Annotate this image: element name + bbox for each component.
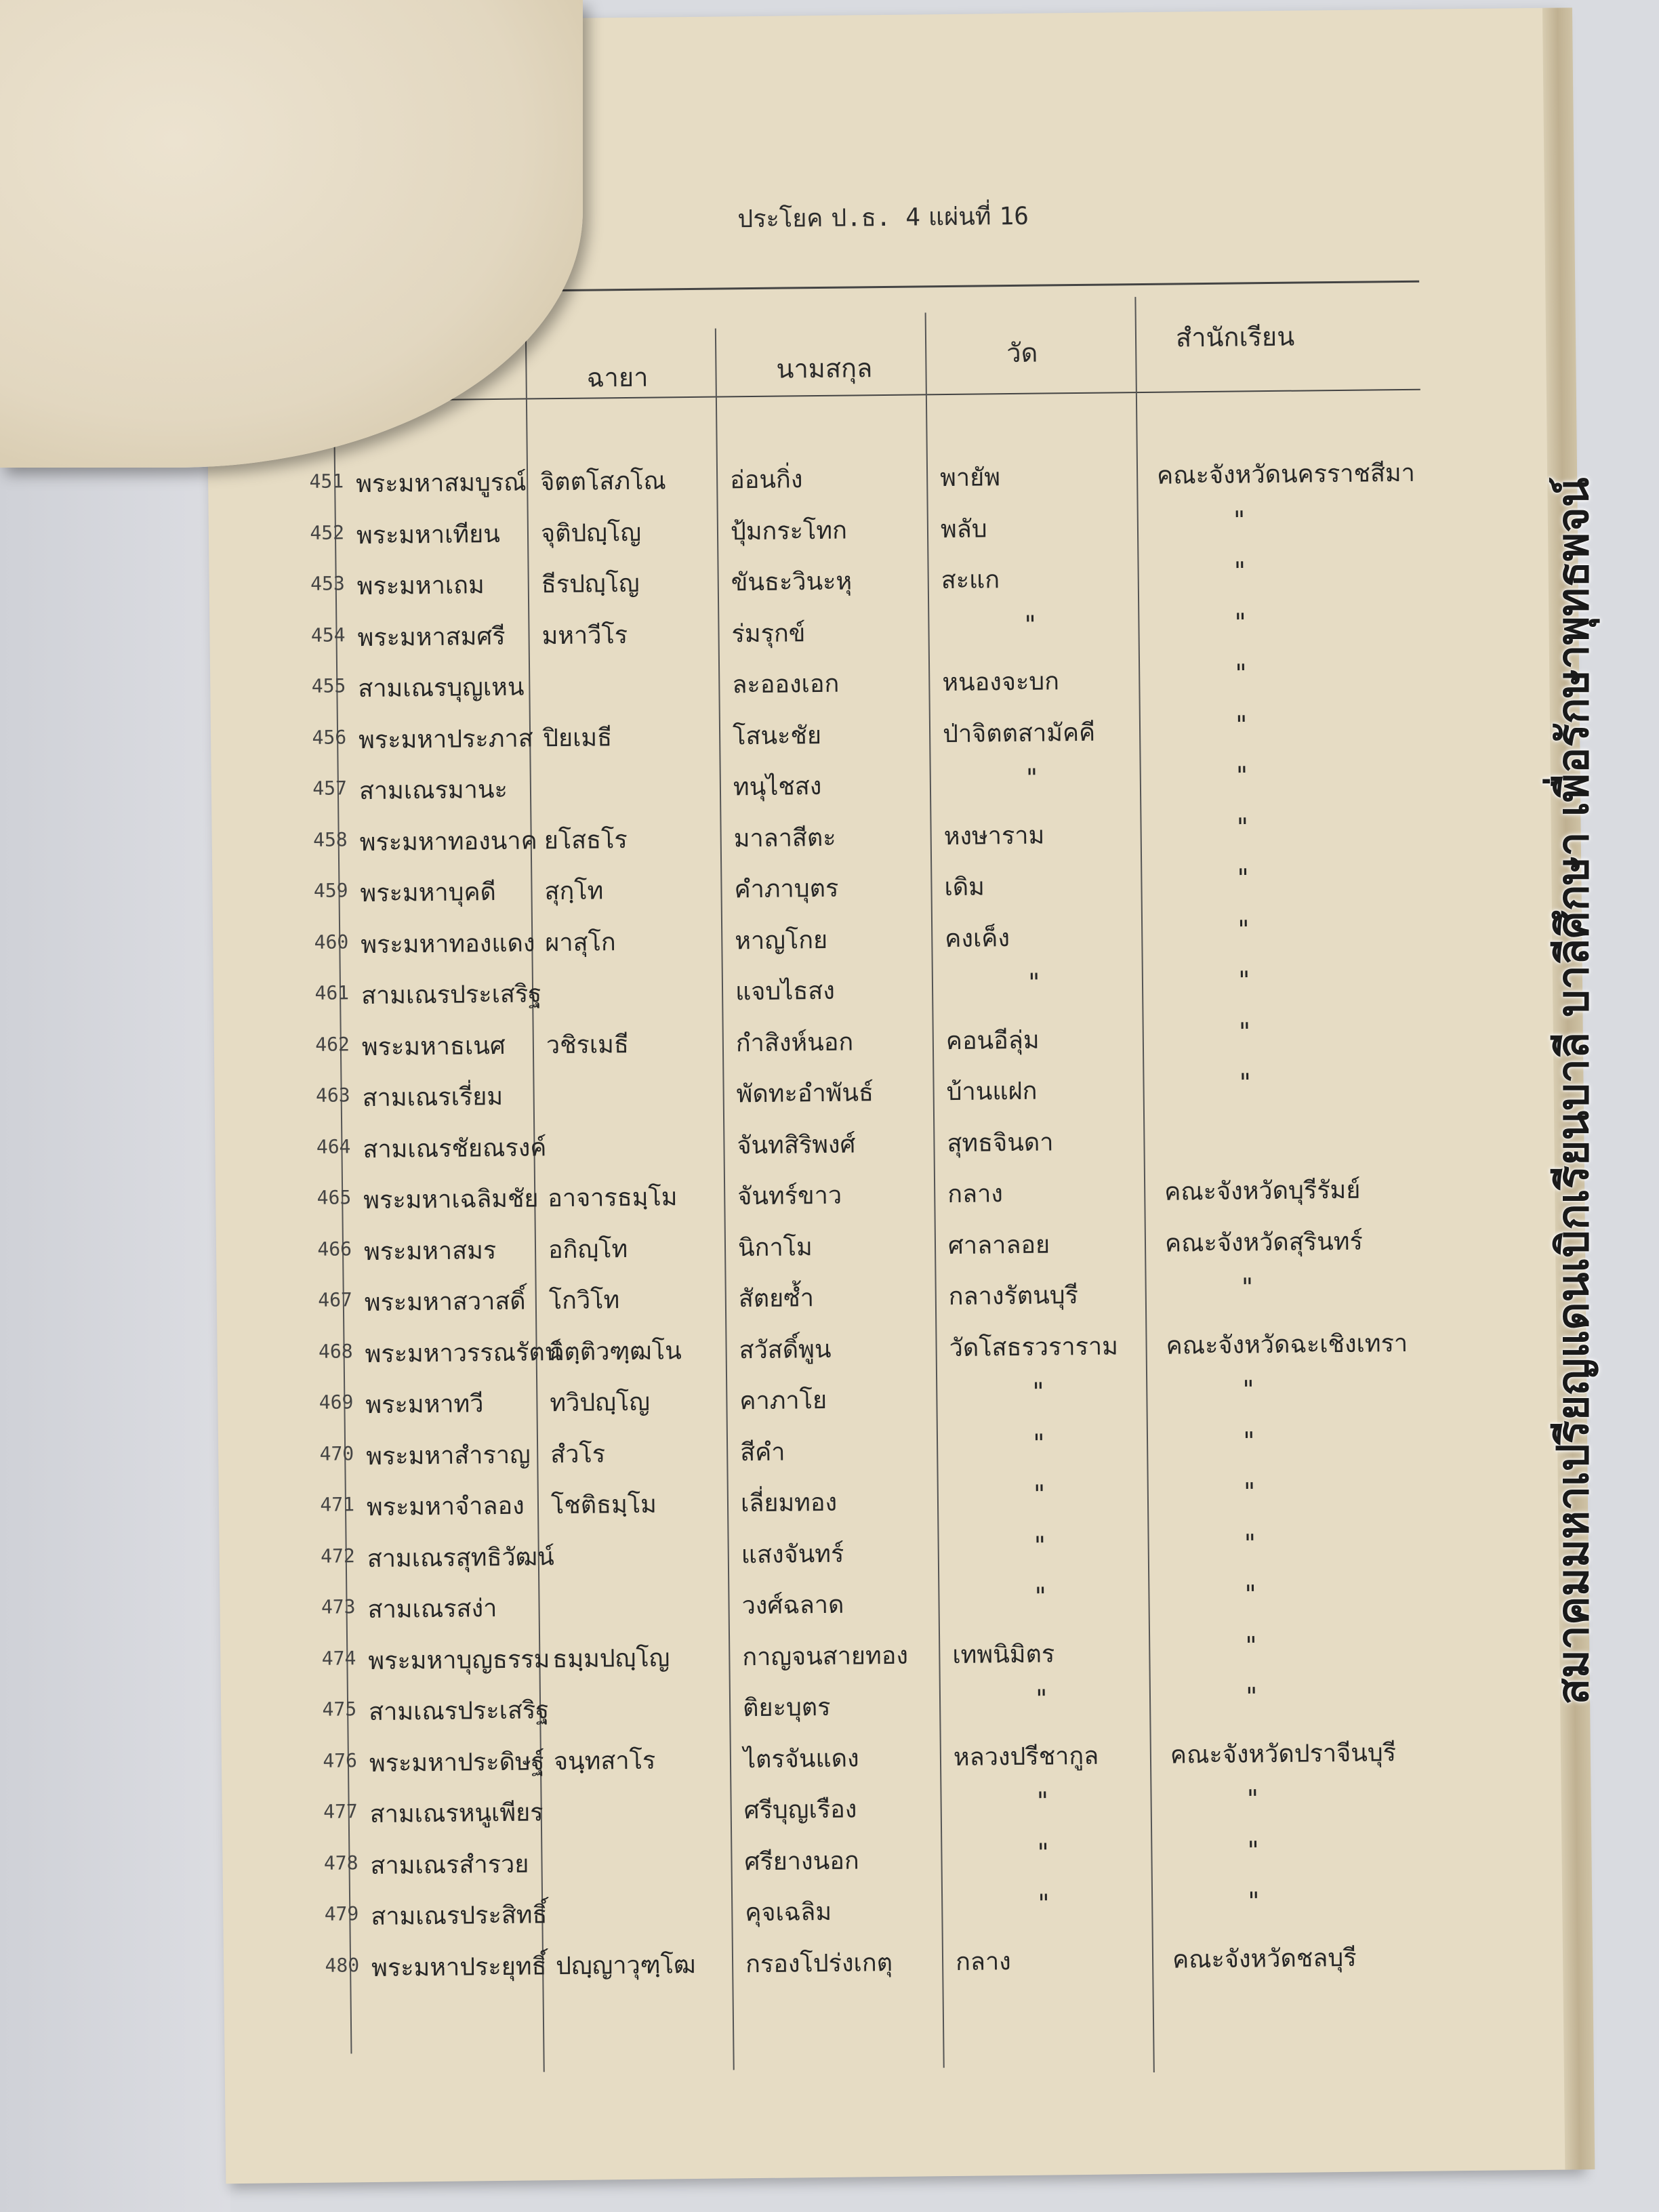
cell-chaya: ปญฺญาวุฑฺโฒ	[555, 1950, 696, 1980]
cell-no: 470	[319, 1441, 354, 1465]
cell-chaya: จนฺทสาโร	[553, 1746, 656, 1776]
cell-surname: ทนุไชสง	[733, 772, 822, 802]
cell-wat: สะแก	[941, 566, 1000, 595]
cell-wat: หงษาราม	[943, 821, 1045, 851]
cell-office: "	[1242, 1529, 1258, 1558]
cell-wat: ศาลาลอย	[947, 1230, 1050, 1260]
cell-wat: "	[1031, 1480, 1047, 1509]
cell-name: สามเณรหนูเพียร	[369, 1799, 544, 1829]
cell-name: พระมหาจำลอง	[366, 1492, 525, 1522]
cell-no: 460	[314, 930, 349, 954]
cell-wat: พายัพ	[939, 464, 1001, 493]
header-sheet-number: 16	[999, 202, 1029, 231]
cell-chaya: สุกฺโท	[544, 877, 604, 906]
cell-office: "	[1242, 1478, 1257, 1507]
cell-chaya: โกวิโท	[548, 1286, 620, 1315]
cell-chaya: ผาสุโก	[545, 928, 616, 957]
cell-chaya: โชติธมฺโม	[550, 1490, 657, 1520]
cell-name: พระมหาเทียน	[356, 520, 501, 550]
cell-office: "	[1234, 762, 1250, 790]
cell-no: 457	[312, 777, 348, 800]
cell-no: 454	[310, 623, 346, 647]
cell-no: 478	[323, 1851, 359, 1875]
cell-no: 479	[324, 1902, 359, 1925]
cell-chaya: จุติปญฺโญ	[540, 518, 642, 548]
cell-office: "	[1243, 1580, 1258, 1609]
cell-no: 461	[314, 981, 350, 1004]
cell-no: 464	[316, 1134, 351, 1158]
cell-name: พระมหาสมร	[363, 1236, 497, 1266]
cell-wat: พลับ	[940, 514, 987, 544]
cell-surname: อ่อนกิ่ง	[729, 466, 803, 495]
cell-surname: ร่มรุกข์	[731, 619, 806, 648]
header-level: ป.ธ. 4	[831, 203, 921, 232]
cell-chaya: ปิยเมธี	[542, 723, 613, 752]
cell-surname: ศรียางนอก	[744, 1846, 859, 1876]
cell-surname: โสนะชัย	[732, 721, 822, 750]
cell-surname: กรองโปร่งเกตุ	[745, 1948, 893, 1978]
cell-surname: คาภาโย	[739, 1386, 827, 1416]
cell-surname: ไตรจันแดง	[743, 1744, 859, 1774]
cell-office: คณะจังหวัดฉะเชิงเทรา	[1166, 1329, 1408, 1360]
cell-office: "	[1235, 915, 1252, 944]
cell-name: พระมหาประภาส	[358, 724, 533, 754]
cell-surname: สวัสดิ์พูน	[739, 1335, 832, 1364]
cell-wat: บ้านแฝก	[946, 1077, 1038, 1107]
cell-office: "	[1236, 966, 1252, 995]
cell-surname: คุจเฉลิม	[745, 1898, 832, 1927]
cell-wat: เทพนิมิตร	[952, 1639, 1055, 1669]
cell-wat: "	[1036, 1839, 1051, 1867]
cell-office: "	[1241, 1427, 1256, 1456]
cell-office: "	[1233, 710, 1249, 739]
cell-surname: เลี่ยมทอง	[740, 1488, 838, 1518]
cell-no: 463	[315, 1084, 350, 1107]
cell-name: พระมหาธเนศ	[361, 1031, 506, 1061]
cell-no: 477	[323, 1800, 358, 1823]
cell-no: 458	[312, 827, 348, 851]
cell-surname: แสงจันทร์	[741, 1540, 844, 1569]
column-header-surname: นามสกุล	[776, 353, 873, 384]
cell-no: 452	[310, 520, 345, 544]
cell-office: คณะจังหวัดปราจีนบุรี	[1170, 1738, 1397, 1769]
cell-no: 471	[320, 1493, 355, 1516]
cell-chaya: จิตตโสภโณ	[539, 467, 667, 497]
cell-name: สามเณรประสิทธิ์	[371, 1901, 548, 1931]
cell-chaya: ธมฺมปญฺโญ	[552, 1643, 670, 1673]
cell-no: 462	[315, 1032, 350, 1056]
cell-surname: ขันธะวินะหุ	[731, 567, 853, 597]
cell-office: "	[1240, 1273, 1255, 1302]
cell-surname: สัตยซ้ำ	[738, 1284, 815, 1313]
cell-name: สามเณรสำรวย	[370, 1850, 529, 1880]
cell-office: "	[1233, 608, 1248, 637]
column-header-wat: วัด	[1006, 337, 1038, 369]
cell-surname: ละอองเอก	[732, 670, 840, 699]
watermark	[1538, 447, 1599, 1735]
cell-no: 451	[309, 470, 344, 493]
cell-name: พระมหาเถม	[356, 571, 485, 601]
cell-wat: คอนอีลุ่ม	[945, 1026, 1040, 1055]
cell-no: 468	[318, 1339, 353, 1363]
cell-office: "	[1246, 1887, 1262, 1916]
cell-name: พระมหาทองนาค	[359, 826, 537, 857]
header-sheet-label: แผ่นที่	[928, 203, 991, 232]
cell-wat: "	[1032, 1532, 1048, 1560]
cell-wat: "	[1026, 968, 1042, 997]
cell-office: คณะจังหวัดนครราชสีมา	[1156, 459, 1416, 490]
cell-wat: "	[1036, 1889, 1052, 1918]
cell-name: พระมหาสวาสดิ์	[364, 1287, 526, 1317]
cell-chaya: ยโสธโร	[544, 825, 628, 855]
cell-chaya: มหาวีโร	[541, 621, 628, 650]
cell-office: คณะจังหวัดชลบุรี	[1172, 1944, 1357, 1974]
cell-wat: หลวงปรีชากูล	[953, 1742, 1099, 1771]
cell-surname: พัดทะอำพันธ์	[736, 1079, 874, 1109]
cell-no: 455	[311, 674, 346, 697]
cell-name: พระมหาวรรณรัตน์	[365, 1338, 562, 1368]
cell-no: 465	[316, 1186, 352, 1209]
cell-no: 472	[321, 1544, 355, 1568]
cell-wat: เดิม	[944, 873, 985, 902]
cell-name: สามเณรสุทธิวัฒน์	[367, 1542, 554, 1573]
cell-office: "	[1231, 506, 1247, 535]
cell-surname: นิกาโม	[737, 1233, 813, 1262]
watermark-text: สมาคมมหาเปรียญแดนเบิกเรียนบาลี บาลีศึกษา เพื่อรักษาพุทธพจน์	[1549, 477, 1599, 1705]
cell-no: 480	[325, 1953, 360, 1977]
cell-name: สามเณรสง่า	[367, 1595, 497, 1624]
cell-surname: คำภาบุตร	[734, 874, 839, 904]
cell-office: "	[1237, 1069, 1253, 1097]
cell-chaya: อกิญฺโท	[548, 1235, 628, 1264]
cell-office: คณะจังหวัดบุรีรัมย์	[1164, 1176, 1361, 1206]
cell-surname: หาญโกย	[735, 926, 828, 955]
cell-wat: "	[1035, 1787, 1050, 1816]
cell-no: 475	[322, 1698, 357, 1721]
cell-no: 456	[312, 725, 347, 749]
cell-surname: จันทสิริพงศ์	[737, 1130, 856, 1160]
cell-wat: กลาง	[947, 1180, 1004, 1209]
column-header-office: สำนักเรียน	[1175, 321, 1295, 353]
cell-name: พระมหาทองแดง	[361, 928, 535, 959]
cell-name: พระมหาสมศรี	[357, 622, 506, 652]
cell-office: "	[1233, 659, 1249, 688]
cell-surname: สีคำ	[739, 1438, 785, 1467]
cell-chaya: ทวิปญฺโญ	[550, 1388, 651, 1418]
cell-wat: "	[1031, 1378, 1046, 1406]
cell-name: พระมหาสำราญ	[366, 1441, 531, 1471]
cell-name: พระมหาสมบูรณ์	[355, 468, 527, 499]
cell-no: 467	[318, 1288, 352, 1311]
cell-no: 474	[321, 1646, 356, 1670]
header-prefix: ประโยค	[737, 204, 823, 234]
cell-no: 453	[310, 572, 345, 595]
cell-no: 476	[323, 1748, 358, 1772]
cell-office: คณะจังหวัดสุรินทร์	[1164, 1227, 1364, 1258]
cell-no: 473	[321, 1595, 356, 1618]
cell-office: "	[1232, 557, 1248, 586]
cell-office: "	[1235, 813, 1250, 842]
cell-name: พระมหาประยุทธิ์	[371, 1952, 547, 1982]
cell-wat: "	[1033, 1582, 1048, 1611]
cell-office: "	[1246, 1836, 1261, 1865]
cell-name: สามเณรมานะ	[359, 775, 508, 806]
cell-wat: กลางรัตนบุรี	[948, 1282, 1079, 1311]
cell-chaya: สํวโร	[550, 1439, 606, 1469]
cell-name: สามเณรเรี่ยม	[362, 1082, 504, 1113]
cell-wat: "	[1024, 764, 1040, 792]
cell-chaya: วชิรเมธี	[546, 1030, 630, 1059]
cell-name: พระมหาบุคดี	[360, 878, 497, 908]
cell-surname: กำสิงห์นอก	[735, 1028, 854, 1057]
cell-office: "	[1235, 864, 1251, 893]
cell-name: พระมหาทวี	[365, 1390, 484, 1420]
cell-wat: กลาง	[955, 1947, 1011, 1976]
cell-surname: กาญจนสายทอง	[742, 1641, 909, 1671]
cell-office: "	[1241, 1376, 1256, 1404]
cell-wat: "	[1031, 1429, 1046, 1458]
cell-name: สามเณรชัยณรงค์	[363, 1133, 547, 1164]
cell-chaya: กิตฺติวฑฺฒโน	[549, 1336, 682, 1366]
cell-no: 459	[313, 879, 348, 902]
cell-name: พระมหาประดิษฐ์	[369, 1747, 545, 1778]
cell-name: สามเณรบุญเหน	[358, 673, 525, 703]
cell-name: สามเณรประเสริฐ	[368, 1696, 550, 1727]
cell-wat: หนองจะบก	[942, 668, 1060, 697]
cell-office: "	[1244, 1683, 1259, 1711]
cell-wat: ป่าจิตตสามัคคี	[942, 718, 1096, 748]
cell-surname: ติยะบุตร	[742, 1693, 831, 1723]
cell-surname: ศรีบุญเรือง	[743, 1795, 857, 1825]
cell-wat: "	[1033, 1685, 1049, 1713]
cell-surname: จันทร์ขาว	[737, 1181, 842, 1211]
cell-name: พระมหาบุญธรรม	[368, 1645, 550, 1675]
cell-chaya: อาจารธมฺโม	[548, 1183, 678, 1213]
cell-office: "	[1245, 1785, 1261, 1814]
cell-name: พระมหาเฉลิมชัย	[363, 1185, 539, 1215]
cell-surname: แจบไธสง	[735, 977, 836, 1006]
cell-chaya: ธีรปญฺโญ	[541, 569, 640, 599]
cell-no: 466	[317, 1237, 352, 1261]
cell-surname: วงศ์ฉลาด	[741, 1591, 844, 1620]
column-header-chaya: ฉายา	[586, 362, 649, 393]
cell-surname: มาลาสีตะ	[733, 823, 836, 853]
cell-surname: ปุ้มกระโทก	[730, 516, 848, 546]
cell-no: 469	[319, 1391, 354, 1414]
cell-office: "	[1237, 1017, 1252, 1046]
cell-wat: วัดโสธรวราราม	[949, 1332, 1119, 1362]
cell-wat: "	[1023, 611, 1038, 639]
cell-name: สามเณรประเสริฐ	[361, 980, 542, 1010]
cell-wat: คงเค็ง	[945, 924, 1010, 953]
cell-wat: สุทธจินดา	[947, 1128, 1054, 1158]
cell-office: "	[1244, 1631, 1259, 1660]
